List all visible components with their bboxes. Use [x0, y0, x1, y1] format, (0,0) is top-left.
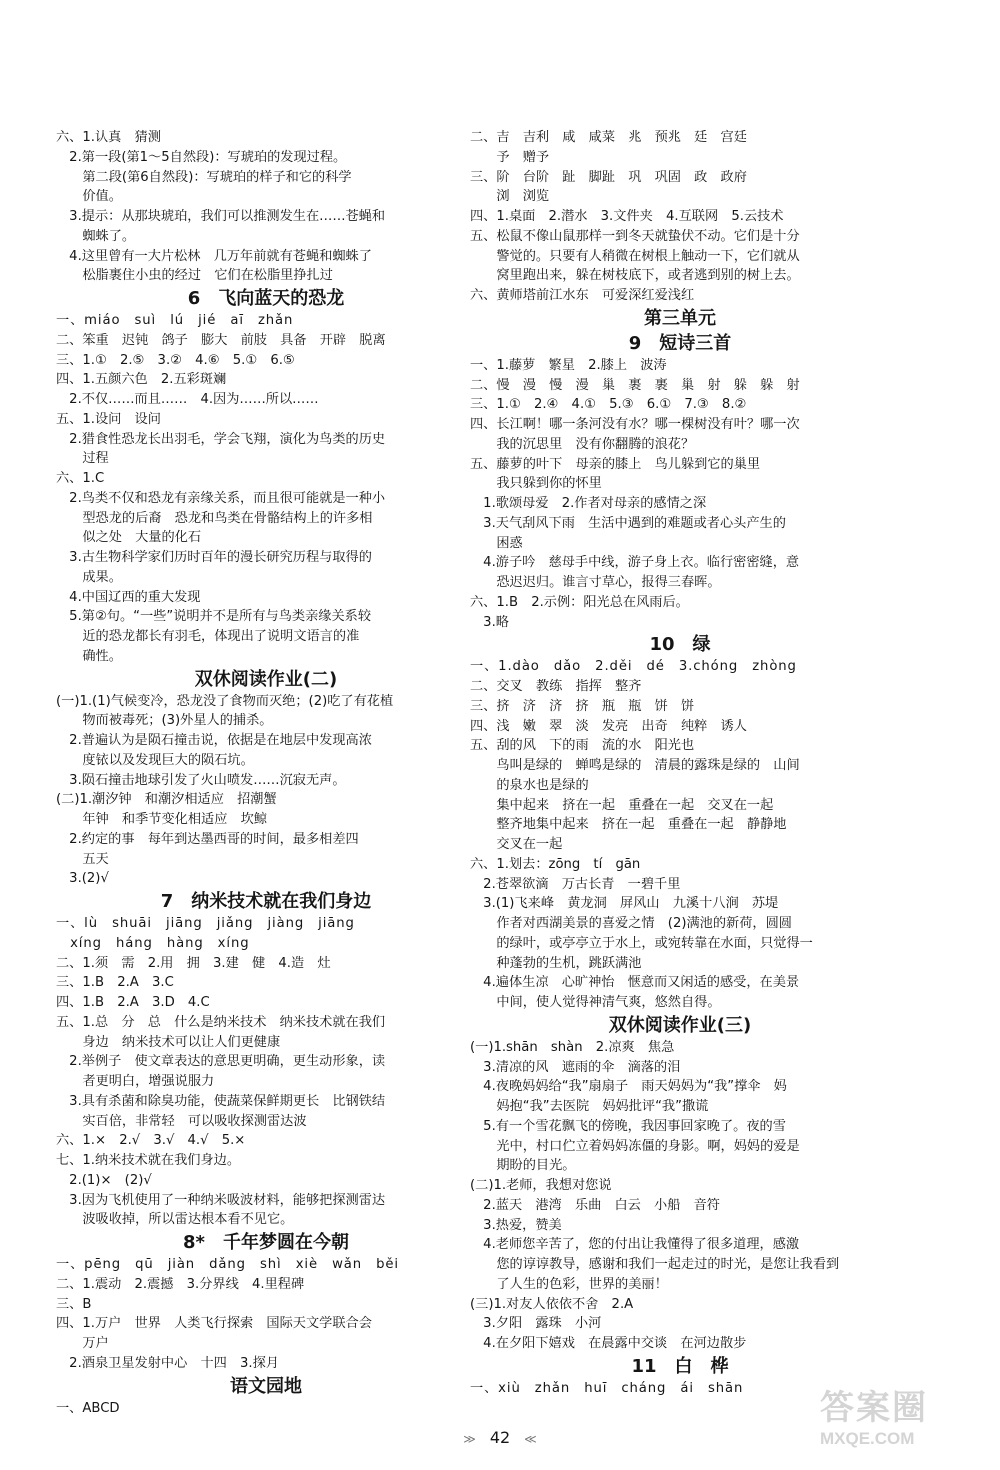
answer-line: 价值。 — [56, 189, 122, 205]
pinyin-line: 一、xiù zhǎn huī cháng ái shān — [470, 1380, 744, 1396]
watermark-url: MXQE.COM — [820, 1429, 915, 1448]
answer-line: 2.鸟类不仅和恐龙有亲缘关系，而且很可能就是一种小 — [56, 490, 386, 506]
answer-line: 光中，村口伫立着妈妈冻僵的身影。啊，妈妈的爱是 — [470, 1138, 800, 1154]
answer-line: 2.第一段(第1～5自然段)：写琥珀的发现过程。 — [56, 149, 347, 165]
answer-line: 4.在夕阳下嬉戏 在晨露中交谈 在河边散步 — [470, 1336, 747, 1351]
answer-line: 我的沉思里 没有你翻腾的浪花？ — [470, 436, 695, 452]
answer-line: 五、1.设问 设问 — [56, 411, 161, 427]
answer-line: 3.略 — [470, 614, 509, 630]
right-arrow-icon: ≪ — [524, 1432, 537, 1446]
section-heading: 6 飞向蓝天的恐龙 — [187, 288, 345, 309]
answer-line: 三、1.① 2.⑤ 3.② 4.⑥ 5.① 6.⑤ — [56, 352, 295, 368]
answer-line: 确性。 — [56, 648, 122, 664]
answer-line: 期盼的目光。 — [470, 1158, 576, 1174]
answer-line: 一、ABCD — [56, 1400, 120, 1416]
answer-line: 五、刮的风 下的雨 流的水 阳光也 — [470, 738, 695, 754]
answer-line: 4.遍体生凉 心旷神怡 惬意而又闲适的感受，在美景 — [470, 975, 800, 991]
answer-line: 者更明白，增强说服力 — [56, 1074, 215, 1089]
answer-line: 4.老师您辛苦了，您的付出让我懂得了很多道理，感激 — [470, 1237, 800, 1253]
answer-line: 三、阶 台阶 趾 脚趾 巩 巩固 政 政府 — [470, 169, 747, 185]
section-heading: 语文园地 — [230, 1375, 302, 1397]
answer-line: 4.中国辽西的重大发现 — [56, 589, 201, 605]
answer-line: 3.陨石撞击地球引发了火山喷发……沉寂无声。 — [56, 772, 346, 788]
answer-line: 2.不仅……而且…… 4.因为……所以…… — [56, 392, 319, 407]
answer-line: 三、1.① 2.④ 4.① 5.③ 6.① 7.③ 8.② — [470, 397, 747, 413]
answer-line: 我只躲到你的怀里 — [470, 476, 602, 492]
answer-line: 2.苍翠欲滴 万古长青 一碧千里 — [470, 876, 681, 892]
answer-line: 六、黄师塔前江水东 可爱深红爱浅红 — [470, 288, 695, 303]
section-heading: 10 绿 — [649, 634, 711, 656]
answer-line: 七、1.纳米技术就在我们身边。 — [56, 1153, 241, 1168]
answer-line: 五、松鼠不像山鼠那样一到冬天就蛰伏不动。它们是十分 — [470, 228, 800, 244]
answer-line: 二、慢 漫 慢 漫 巢 裹 裹 巢 射 躲 躲 射 — [470, 377, 800, 393]
answer-line: 种蓬勃的生机，跳跃满池 — [470, 955, 642, 971]
pinyin-line: 一、1.dào dǎo 2.děi dé 3.chóng zhòng — [470, 659, 797, 675]
answer-line: 4.游子吟 慈母手中线，游子身上衣。临行密密缝，意 — [470, 555, 800, 571]
answer-line: 四、浅 嫩 翠 淡 发亮 出奇 纯粹 诱人 — [470, 718, 747, 734]
answer-line: 过程 — [56, 451, 109, 467]
section-heading: 7 纳米技术就在我们身边 — [160, 891, 372, 912]
section-heading: 8* 千年梦圆在今朝 — [183, 1232, 349, 1253]
answer-line: 3.(1)飞来峰 黄龙洞 屏风山 九溪十八涧 苏堤 — [470, 896, 779, 912]
answer-line: 三、挤 济 济 挤 瓶 瓶 饼 饼 — [470, 698, 695, 714]
answer-line: 5.第②句。“一些”说明并不是所有与鸟类亲缘关系较 — [56, 609, 372, 625]
answer-line: 3.具有杀菌和除臭功能，使蔬菜保鲜期更长 比钢铁结 — [56, 1093, 386, 1109]
answer-line: 2.约定的事 每年到达墨西哥的时间，最多相差四 — [56, 831, 359, 847]
answer-line: 整齐地集中起来 挤在一起 重叠在一起 静静地 — [470, 817, 787, 833]
answer-line: 1.歌颂母爱 2.作者对母亲的感情之深 — [470, 496, 707, 511]
answer-line: 中间，使人觉得神清气爽，悠然自得。 — [470, 995, 721, 1010]
answer-line: 年钟 和季节变化相适应 坎鲸 — [56, 812, 267, 827]
answer-line: 作者对西湖美景的喜爱之情 (2)满池的新荷，圆圆 — [470, 916, 792, 931]
answer-line: 2.(1)× (2)√ — [56, 1172, 152, 1188]
answer-line: 了人生的色彩，世界的美丽！ — [470, 1276, 668, 1292]
answer-line: 二、吉 吉利 咸 咸菜 兆 预兆 廷 宫廷 — [470, 130, 747, 145]
answer-line: 六、1.B 2.示例：阳光总在风雨后。 — [470, 594, 689, 610]
answer-line: 似之处 大量的化石 — [56, 530, 202, 546]
answer-line: 的绿叶，或亭亭立于水上，或宛转靠在水面，只觉得一 — [470, 935, 813, 951]
left-arrow-icon: ≫ — [463, 1432, 476, 1446]
answer-line: 三、B — [56, 1296, 92, 1312]
answer-line: 第二段(第6自然段)：写琥珀的样子和它的科学 — [56, 169, 352, 185]
answer-line: 近的恐龙都长有羽毛，体现出了说明文语言的准 — [56, 629, 360, 644]
pinyin-line: 一、miáo suì lú jié aī zhǎn — [56, 313, 294, 328]
answer-line: 恐迟迟归。谁言寸草心，报得三春晖。 — [470, 575, 721, 590]
watermark-text: 答案圈 — [820, 1388, 928, 1428]
answer-line: 成果。 — [56, 569, 122, 585]
answer-line: 4.这里曾有一大片松林 几万年前就有苍蝇和蜘蛛了 — [56, 248, 372, 264]
answer-line: 度铱以及发现巨大的陨石坑。 — [56, 752, 254, 768]
pinyin-line: xíng háng hàng xíng — [56, 935, 250, 951]
answer-line: 5.有一个雪花飘飞的傍晚，我因事回家晚了。夜的雪 — [470, 1118, 786, 1134]
answer-line: 浏 浏览 — [470, 189, 550, 205]
answer-line: 3.天气刮风下雨 生活中遇到的难题或者心头产生的 — [470, 515, 786, 531]
answer-line: 二、1.震动 2.震撼 3.分界线 4.里程碑 — [56, 1276, 305, 1292]
section-heading: 9 短诗三首 — [628, 332, 732, 354]
answer-line: (二)1.老师，我想对您说 — [470, 1178, 612, 1193]
answer-line: 身边 纳米技术可以让人们更健康 — [56, 1034, 281, 1050]
answer-line: 蜘蛛了。 — [56, 228, 136, 244]
answer-line: 松脂裹住小虫的经过 它们在松脂里挣扎过 — [56, 268, 333, 284]
section-heading: 双休阅读作业(三) — [608, 1014, 752, 1036]
answer-line: 五天 — [56, 851, 109, 867]
section-heading: 双休阅读作业(二) — [194, 668, 338, 690]
answer-line: 您的谆谆教导，感谢和我们一起走过的时光，是您让我看到 — [470, 1257, 840, 1272]
answer-line: 予 赠予 — [470, 149, 550, 165]
answer-line: 二、1.须 需 2.用 拥 3.建 健 4.造 灶 — [56, 955, 331, 971]
answer-line: 3.古生物科学家们历时百年的漫长研究历程与取得的 — [56, 550, 372, 565]
answer-line: 3.夕阳 露珠 小河 — [470, 1316, 602, 1332]
answer-line: 型恐龙的后裔 恐龙和鸟类在骨骼结构上的许多相 — [56, 510, 373, 526]
answer-line: 3.提示：从那块琥珀，我们可以推测发生在……苍蝇和 — [56, 209, 386, 224]
answer-line: 2.举例子 使文章表达的意思更明确，更生动形象，读 — [56, 1054, 386, 1070]
answer-line: 2.普遍认为是陨石撞击说，依据是在地层中发现高浓 — [56, 733, 372, 748]
answer-line: 六、1.认真 猜测 — [56, 130, 161, 145]
answer-line: 六、1.× 2.√ 3.√ 4.√ 5.× — [56, 1133, 246, 1149]
answer-line: 二、交叉 教练 指挥 整齐 — [470, 679, 642, 694]
answer-line: 2.蓝天 港湾 乐曲 白云 小船 音符 — [470, 1197, 720, 1213]
answer-line: 4.夜晚妈妈给“我”扇扇子 雨天妈妈为“我”撑伞 妈 — [470, 1079, 787, 1095]
answer-line: (一)1.(1)气候变冷，恐龙没了食物而灭绝；(2)吃了有花植 — [56, 693, 394, 709]
answer-line: (二)1.潮汐钟 和潮汐相适应 招潮蟹 — [56, 792, 277, 808]
answer-line: 四、1.万户 世界 人类飞行探索 国际天文学联合会 — [56, 1316, 372, 1332]
watermark-logo — [820, 1380, 990, 1460]
answer-column-left — [56, 128, 476, 1418]
answer-line: 波吸收掉，所以雷达根本看不见它。 — [56, 1212, 294, 1228]
pinyin-line: 一、lù shuāi jiāng jiǎng jiàng jiāng — [56, 916, 355, 931]
answer-line: 四、1.五颜六色 2.五彩斑斓 — [56, 372, 227, 388]
answer-line: 集中起来 挤在一起 重叠在一起 交叉在一起 — [470, 797, 774, 813]
answer-line: 3.清凉的风 遮雨的伞 滴落的泪 — [470, 1059, 681, 1075]
answer-line: 交叉在一起 — [470, 837, 563, 852]
answer-line: 六、1.C — [56, 471, 105, 486]
answer-line: 六、1.划去：zōng tí gān — [470, 856, 641, 872]
section-heading: 第三单元 — [644, 307, 716, 329]
answer-line: 四、1.桌面 2.潜水 3.文件夹 4.互联网 5.云技术 — [470, 209, 784, 224]
answer-line: 困惑 — [470, 535, 523, 551]
answer-line: 四、长江啊！哪一条河没有水？哪一棵树没有叶？哪一次 — [470, 417, 800, 432]
answer-line: 妈抱“我”去医院 妈妈批评“我”撒谎 — [470, 1099, 709, 1114]
answer-line: (一)1.shān shàn 2.凉爽 焦急 — [470, 1039, 675, 1055]
page-number: 42 — [489, 1428, 511, 1447]
answer-line: 二、笨重 迟钝 鸽子 膨大 前肢 具备 开辟 脱离 — [56, 332, 386, 348]
answer-line: 3.(2)√ — [56, 871, 109, 887]
answer-line: 实百倍，非常轻 可以吸收探测雷达波 — [56, 1113, 307, 1129]
answer-line: 三、1.B 2.A 3.C — [56, 975, 174, 991]
answer-line: 3.热爱，赞美 — [470, 1217, 562, 1233]
answer-line: 五、1.总 分 总 什么是纳米技术 纳米技术就在我们 — [56, 1014, 386, 1030]
answer-line: (三)1.对友人依依不舍 2.A — [470, 1296, 634, 1312]
answer-line: 鸟叫是绿的 蝉鸣是绿的 清晨的露珠是绿的 山间 — [470, 758, 800, 773]
answer-line: 2.酒泉卫星发射中心 十四 3.探月 — [56, 1355, 279, 1371]
section-heading: 11 白 桦 — [631, 1355, 729, 1377]
answer-line: 的泉水也是绿的 — [470, 777, 589, 793]
answer-line: 警觉的。只要有人稍微在树根上触动一下，它们就从 — [470, 248, 800, 264]
answer-column-right — [470, 128, 890, 1399]
answer-line: 物而被毒死；(3)外星人的捕杀。 — [56, 713, 273, 729]
answer-line: 3.因为飞机使用了一种纳米吸波材料，能够把探测雷达 — [56, 1192, 386, 1208]
answer-line: 四、1.B 2.A 3.D 4.C — [56, 995, 210, 1010]
answer-line: 五、藤萝的叶下 母亲的膝上 鸟儿躲到它的巢里 — [470, 456, 761, 472]
pinyin-line: 一、pēng qū jiàn dǎng shì xiè wǎn běi — [56, 1257, 399, 1272]
answer-line: 一、1.藤萝 繁星 2.膝上 波涛 — [470, 357, 667, 373]
answer-line: 2.猎食性恐龙长出羽毛，学会飞翔，演化为鸟类的历史 — [56, 431, 386, 447]
answer-line: 窝里跑出来，躲在树枝底下，或者逃到别的树上去。 — [470, 268, 800, 284]
answer-line: 万户 — [56, 1336, 109, 1351]
